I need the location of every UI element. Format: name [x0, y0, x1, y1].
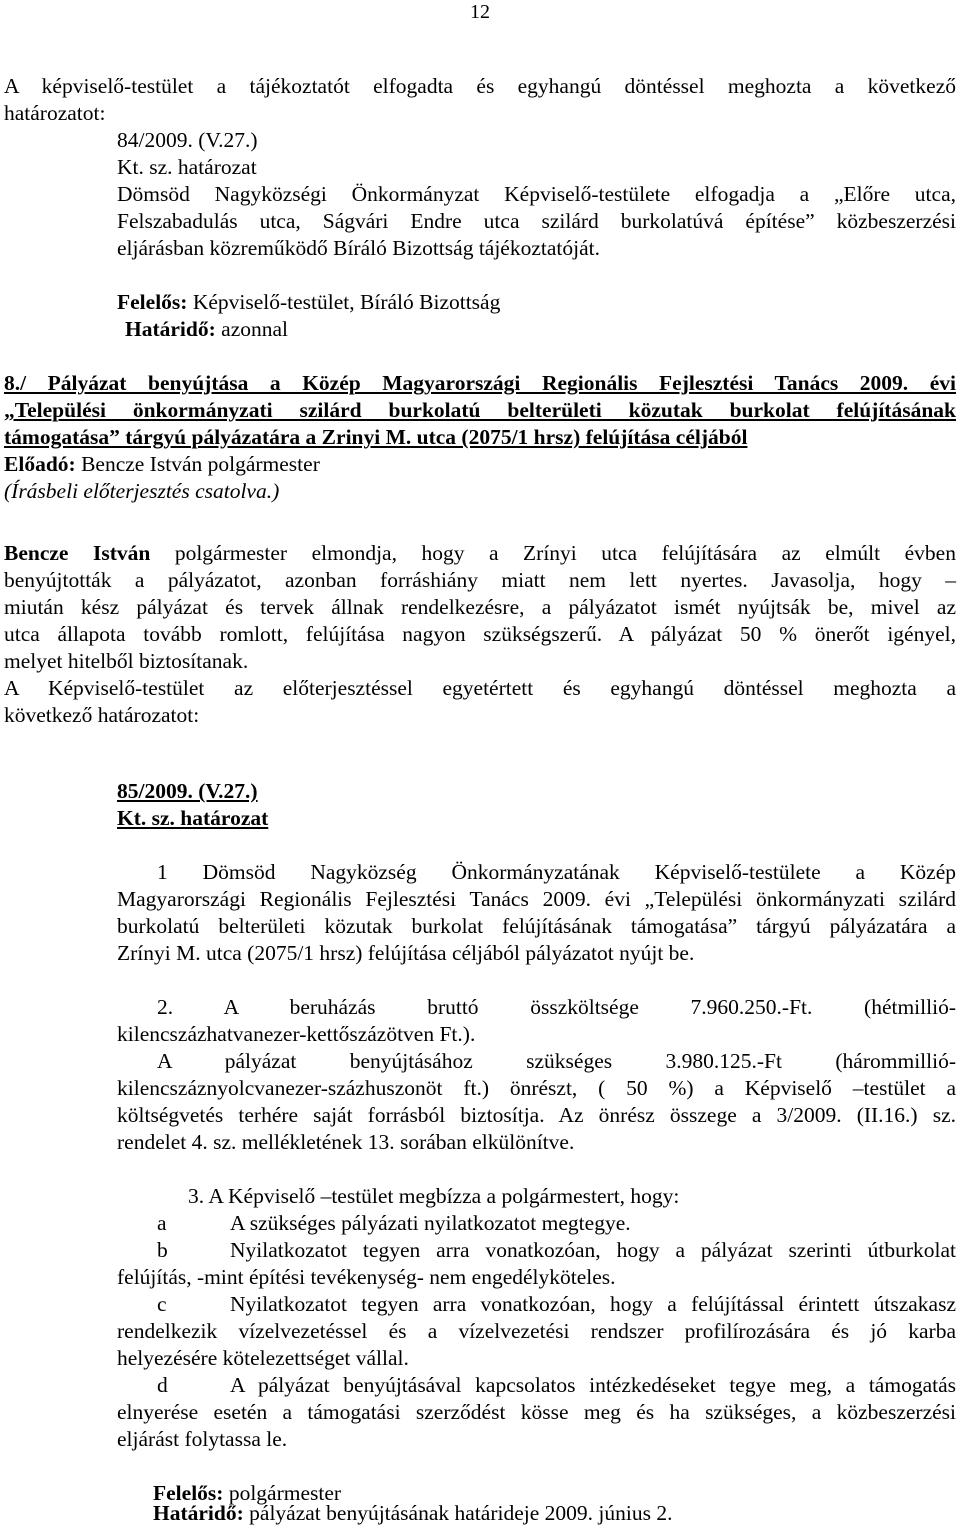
- text-line: burkolatú belterületi közutak burkolat felújításának támogatása” tárgyú pályázatára a: [117, 914, 956, 938]
- responsible-value: Képviselő-testület, Bíráló Bizottság: [187, 290, 501, 314]
- text-line: A Képviselő-testület az előterjesztéssel egyetértett és egyhangú döntéssel meghozta a: [4, 676, 956, 700]
- list-item: Nyilatkozatot tegyen arra vonatkozóan, hogy a felújítással érintett útszakasz: [230, 1292, 956, 1316]
- list-letter: d: [157, 1373, 168, 1397]
- responsible-value: polgármester: [223, 1481, 342, 1505]
- text-line: Felszabadulás utca, Ságvári Endre utca szilárd burkolatúvá építése” közbeszerzési: [117, 209, 956, 233]
- text-line: A pályázat benyújtásához szükséges 3.980.125.-Ft (hárommillió-: [157, 1049, 956, 1073]
- resolution-type: Kt. sz. határozat: [117, 155, 257, 179]
- list-letter: c: [157, 1292, 167, 1316]
- text-line: 1 Dömsöd Nagyközség Önkormányzatának Képviselő-testülete a Közép: [157, 860, 956, 884]
- resolution-number: 85/2009. (V.27.): [117, 779, 258, 803]
- page-number: 12: [470, 1, 490, 23]
- agenda-item-title: támogatása” tárgyú pályázatára a Zrinyi M. utca (2075/1 hrsz) felújítása céljából: [4, 425, 748, 449]
- list-letter: a: [157, 1211, 167, 1235]
- text-line: utca állapota tovább romlott, felújítása nagyon szükségszerű. A pályázat 50 % önerőt igényel,: [4, 622, 956, 646]
- list-item: felújítás, -mint építési tevékenység- nem engedélyköteles.: [117, 1265, 616, 1289]
- list-item: elnyerése esetén a támogatási szerződést kösse meg és ha szükséges, a közbeszerzési: [117, 1400, 956, 1424]
- text-line: Bencze István polgármester elmondja, hogy a Zrínyi utca felújítására az elmúlt évben: [4, 541, 956, 565]
- presenter-label: Előadó:: [4, 452, 76, 476]
- agenda-item-title: „Települési önkormányzati szilárd burkolatú belterületi közutak burkolat felújításának: [4, 398, 956, 422]
- deadline-value: pályázat benyújtásának határideje 2009. június 2.: [243, 1501, 673, 1525]
- attachment-note: (Írásbeli előterjesztés csatolva.): [4, 479, 280, 503]
- text-line: következő határozatot:: [4, 703, 200, 727]
- deadline-value: azonnal: [215, 317, 289, 341]
- list-item: helyezésére kötelezettséget vállal.: [117, 1346, 409, 1370]
- text-line: A képviselő-testület a tájékoztatót elfogadta és egyhangú döntéssel meghozta a következő: [4, 74, 956, 98]
- deadline-label: Határidő:: [125, 317, 216, 341]
- deadline-line: [153, 1503, 672, 1525]
- text-line: Dömsöd Nagyközségi Önkormányzat Képviselő-testülete elfogadja a „Előre utca,: [117, 182, 956, 206]
- resolution-number: 84/2009. (V.27.): [117, 128, 258, 152]
- text-line: Zrínyi M. utca (2075/1 hrsz) felújítása céljából pályázatot nyújt be.: [117, 941, 695, 965]
- text-line: miután kész pályázat és tervek állnak rendelkezésre, a pályázatot ismét nyújtsák be, mivel az: [4, 595, 956, 619]
- list-item: eljárást folytassa le.: [117, 1427, 288, 1451]
- responsible-line: [117, 292, 500, 314]
- presenter-value: Bencze István polgármester: [75, 452, 320, 476]
- text-line: kilencszázhatvanezer-kettőszázötven Ft.).: [117, 1022, 476, 1046]
- agenda-item-title: 8./ Pályázat benyújtása a Közép Magyarországi Regionális Fejlesztési Tanács 2009. évi: [4, 371, 956, 395]
- resolution-type: Kt. sz. határozat: [117, 806, 269, 830]
- text-line: melyet hitelből biztosítanak.: [4, 649, 249, 673]
- list-item: Nyilatkozatot tegyen arra vonatkozóan, hogy a pályázat szerinti útburkolat: [230, 1238, 956, 1262]
- text-line: benyújtották a pályázatot, azonban forráshiány miatt nem lett nyertes. Javasolja, hogy –: [4, 568, 956, 592]
- text-line: Magyarországi Regionális Fejlesztési Tanács 2009. évi „Települési önkormányzati szilárd: [117, 887, 956, 911]
- text-line: rendelet 4. sz. mellékletének 13. sorában elkülönítve.: [117, 1130, 575, 1154]
- list-item: A szükséges pályázati nyilatkozatot megtegye.: [230, 1211, 631, 1235]
- presenter-line: [4, 454, 320, 476]
- responsible-label: Felelős:: [117, 290, 188, 314]
- list-item: A pályázat benyújtásával kapcsolatos intézkedéseket tegye meg, a támogatás: [230, 1373, 956, 1397]
- text-line: határozatot:: [4, 101, 106, 125]
- deadline-label: Határidő:: [153, 1501, 244, 1525]
- speaker-name: Bencze István: [4, 541, 151, 565]
- deadline-line: [125, 319, 288, 341]
- list-letter: b: [157, 1238, 168, 1262]
- list-item: rendelkezik vízelvezetéssel és a vízelvezetési rendszer profilírozására és jó karba: [117, 1319, 956, 1343]
- text-line: eljárásban közreműködő Bíráló Bizottság tájékoztatóját.: [117, 236, 600, 260]
- text-line: 2. A beruházás bruttó összköltsége 7.960.250.-Ft. (hétmillió-: [157, 995, 956, 1019]
- text-line: 3. A Képviselő –testület megbízza a polgármestert, hogy:: [188, 1184, 680, 1208]
- text-line: kilencszáznyolcvanezer-százhuszonöt ft.) önrészt, ( 50 %) a Képviselő –testület a: [117, 1076, 956, 1100]
- responsible-label: Felelős:: [153, 1481, 224, 1505]
- text-line: költségvetés terhére saját forrásból biztosítja. Az önrész összege a 3/2009. (II.16.) sz.: [117, 1103, 956, 1127]
